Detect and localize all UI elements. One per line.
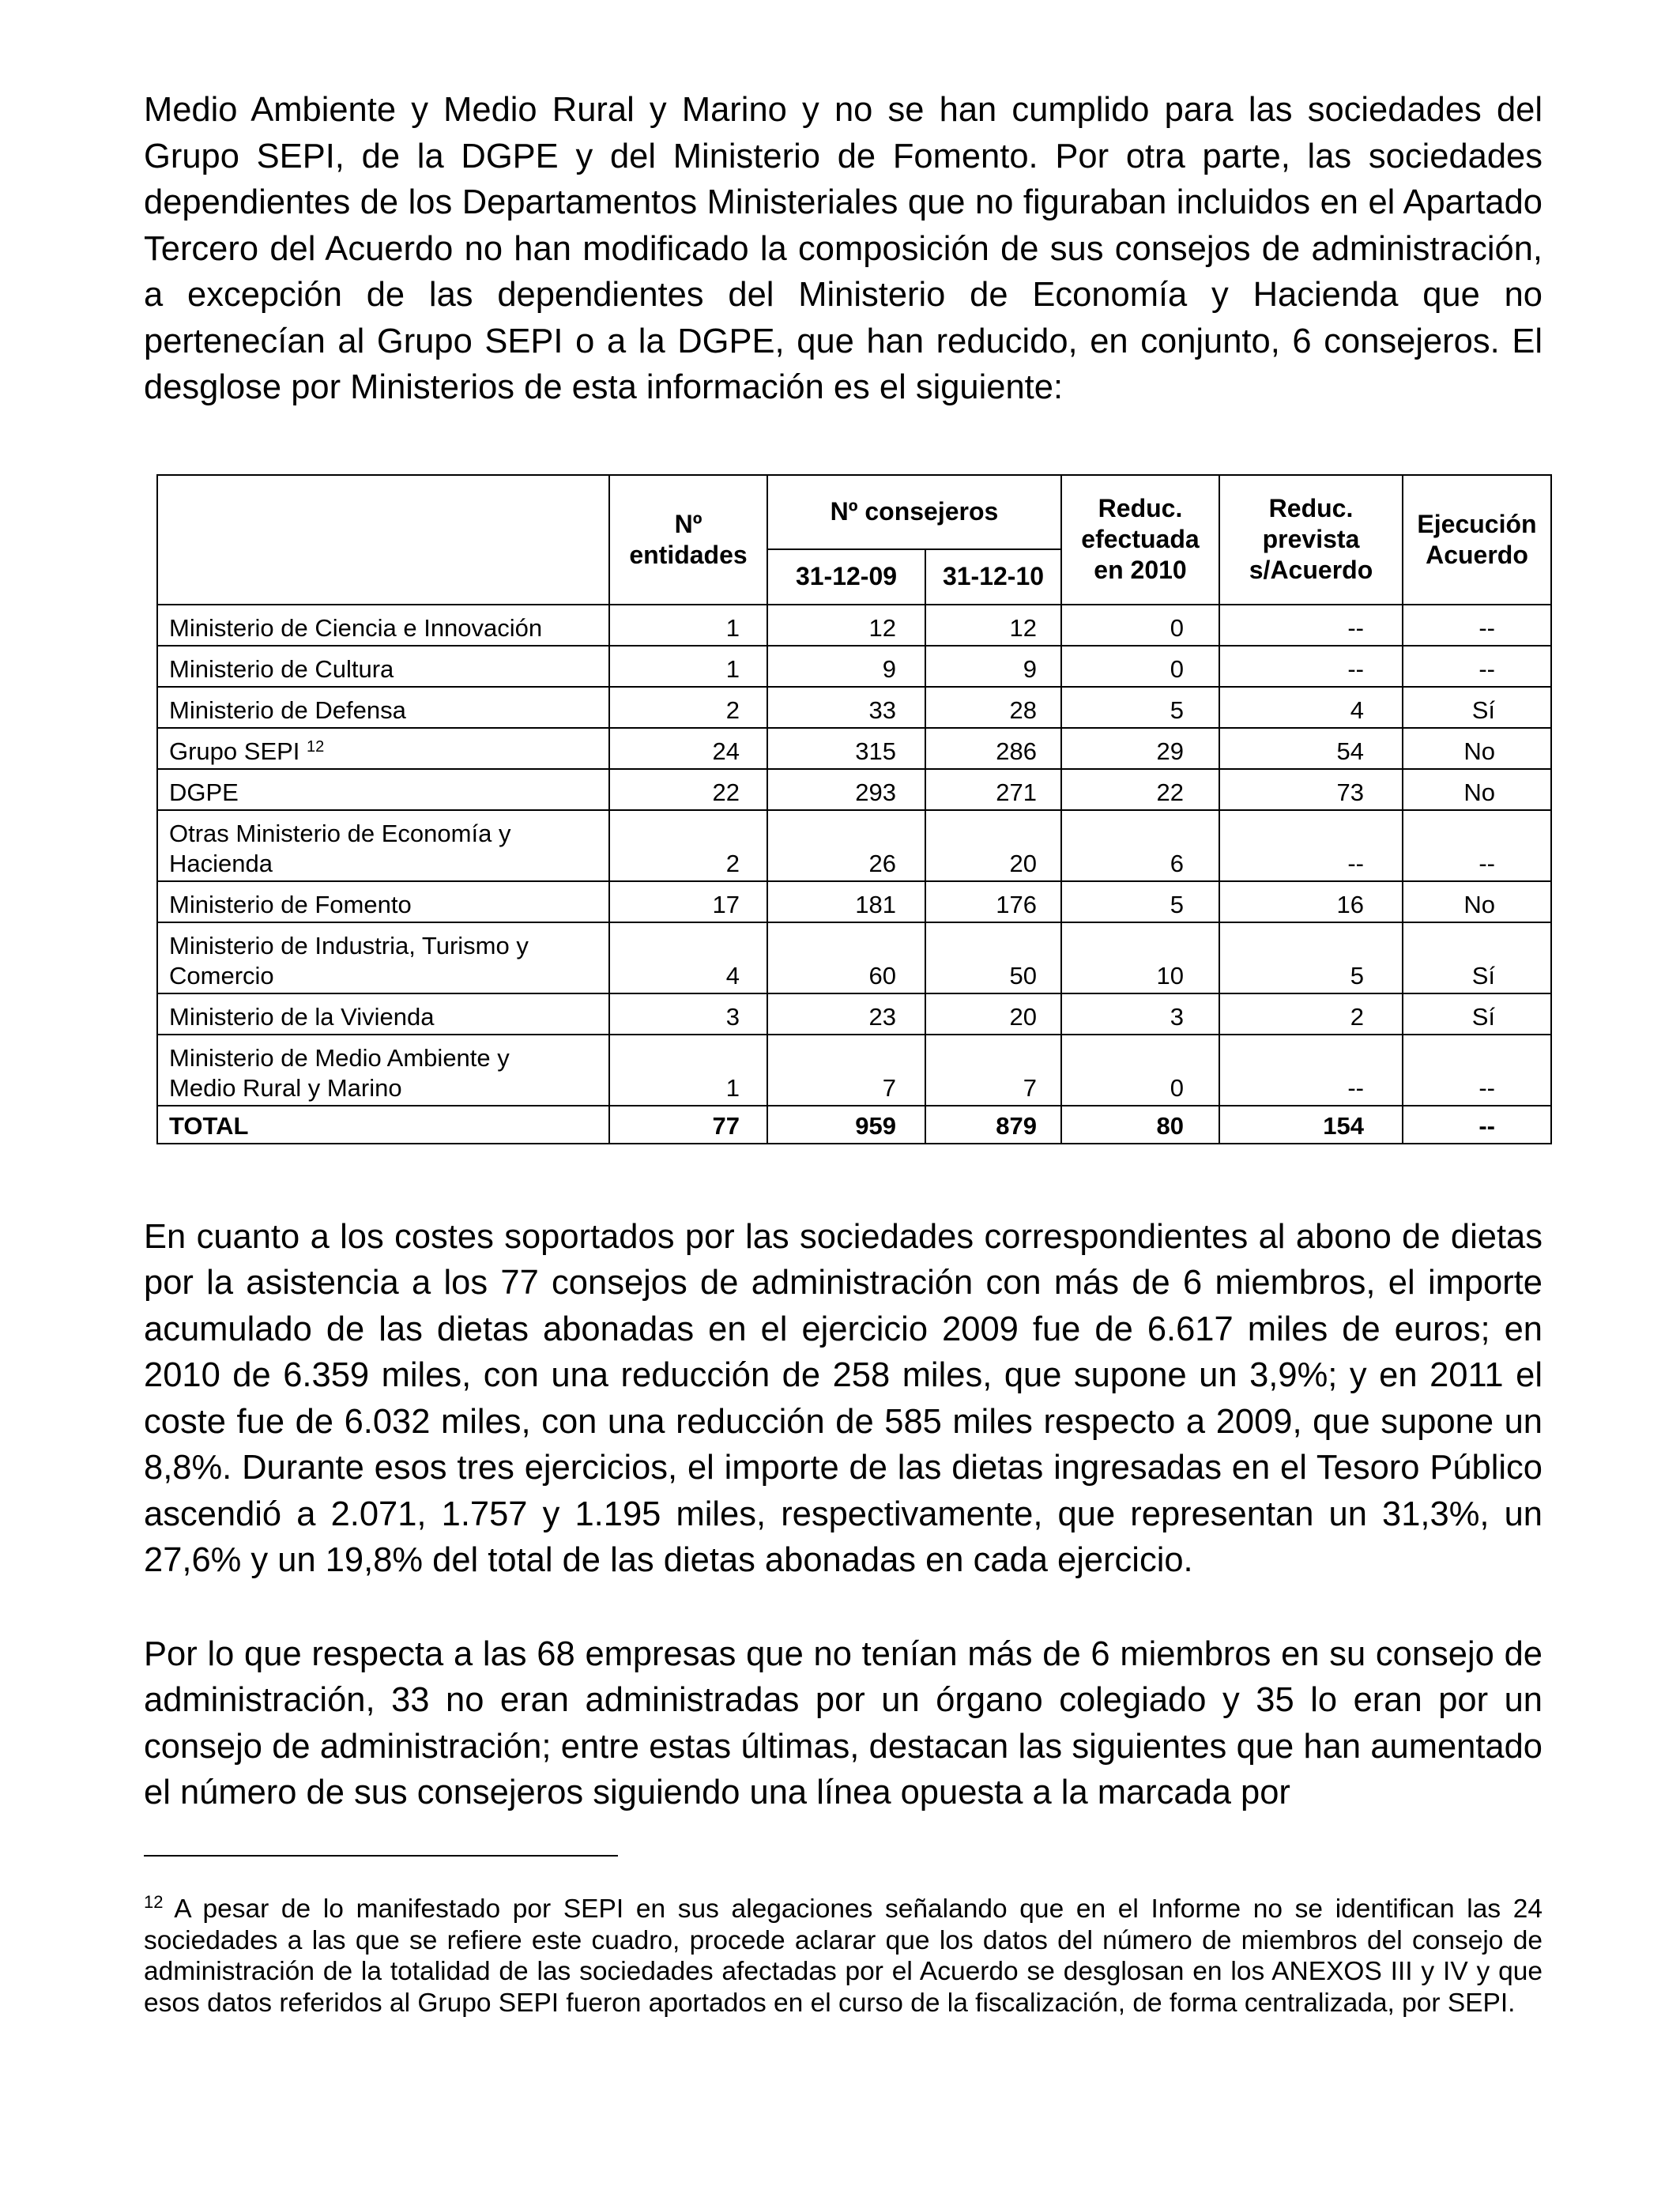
cell-reduc-efect: 0 [1061,605,1219,646]
cell-c2009: 33 [767,687,925,728]
table-row [157,1035,1551,1106]
cell-c2009: 23 [767,993,925,1035]
total-c2010: 879 [925,1106,1061,1144]
cell-reduc-efect: 10 [1061,922,1219,993]
cell-reduc-efect: 22 [1061,769,1219,810]
cell-ejec: No [1403,728,1551,769]
cell-reduc-prev: 54 [1219,728,1403,769]
cell-reduc-efect: 6 [1061,810,1219,881]
cell-reduc-efect: 29 [1061,728,1219,769]
table-total-row [157,1106,1551,1144]
total-c2009: 959 [767,1106,925,1144]
cell-c2009: 7 [767,1035,925,1106]
cell-ejec: -- [1403,646,1551,687]
paragraph-empresas: Por lo que respecta a las 68 empresas que no tenían más de 6 miembros en su consejo de administración, 33 no eran administradas por un órgano colegiado y 35 lo eran por un consejo de administración; entre estas últimas, destacan las siguientes que han aumentado el número de sus consejeros siguiendo una línea opuesta a la marcada por [144,1634,1543,1811]
header-2009: 31-12-09 [767,549,925,605]
header-entidades: Nº entidades [609,475,767,605]
cell-ejec: Sí [1403,993,1551,1035]
paragraph-costes: En cuanto a los costes soportados por las sociedades correspondientes al abono de dietas por la asistencia a los 77 consejos de administración con más de 6 miembros, el importe acumulado de las dietas abonadas en el ejercicio 2009 fue de 6.617 miles de euros; en 2010 de 6.359 miles, con una reducción de 258 miles, que supone un 3,9%; y en 2011 el coste fue de 6.032 miles, con una reducción de 585 miles respecto a 2009, que supone un 8,8%. Durante esos tres ejercicios, el importe de las dietas ingresadas en el Tesoro Público ascendió a 2.071, 1.757 y 1.195 miles, respectivamente, que representan un 31,3%, un 27,6% y un 19,8% del total de las dietas abonadas en cada ejercicio. [144,1217,1543,1579]
cell-entidades: 1 [609,1035,767,1106]
cell-reduc-efect: 5 [1061,881,1219,922]
cell-reduc-prev: -- [1219,1035,1403,1106]
consejeros-table [156,474,1552,1144]
cell-entidades: 2 [609,687,767,728]
cell-reduc-prev: -- [1219,605,1403,646]
table-row [157,769,1551,810]
table-row [157,810,1551,881]
cell-entidades: 1 [609,646,767,687]
footnote-text: A pesar de lo manifestado por SEPI en sus alegaciones señalando que en el Informe no se identifican las 24 sociedades a las que se refiere este cuadro, procede aclarar que los datos del número de miembros del consejo de administración de la totalidad de las sociedades afectadas por el Acuerdo se desglosan en los ANEXOS III y IV y que esos datos referidos al Grupo SEPI fueron aportados en el curso de la fiscalización, de forma centralizada, por SEPI. [144,1894,1543,2018]
cell-reduc-prev: 16 [1219,881,1403,922]
cell-reduc-efect: 0 [1061,1035,1219,1106]
total-label: TOTAL [157,1106,609,1144]
cell-ejec: Sí [1403,922,1551,993]
cell-ejec: No [1403,881,1551,922]
row-label: DGPE [157,769,609,810]
row-label: Ministerio de Defensa [157,687,609,728]
cell-reduc-prev: 4 [1219,687,1403,728]
cell-c2010: 28 [925,687,1061,728]
row-label: Grupo SEPI $^{12}$ [157,728,609,769]
table-row [157,922,1551,993]
row-label: Ministerio de Fomento [157,881,609,922]
cell-c2010: 286 [925,728,1061,769]
cell-reduc-prev: -- [1219,646,1403,687]
document-body [144,87,1543,1816]
cell-c2010: 9 [925,646,1061,687]
footnote-mark: 12 [144,1892,164,1912]
cell-ejec: -- [1403,605,1551,646]
total-ejec: -- [1403,1106,1551,1144]
cell-reduc-prev: -- [1219,810,1403,881]
table-row [157,881,1551,922]
cell-entidades: 17 [609,881,767,922]
total-reduc-efect: 80 [1061,1106,1219,1144]
table-row [157,646,1551,687]
table-row [157,728,1551,769]
cell-reduc-prev: 2 [1219,993,1403,1035]
cell-c2010: 12 [925,605,1061,646]
total-reduc-prev: 154 [1219,1106,1403,1144]
header-reduc-prevista: Reduc. prevista s/Acuerdo [1219,475,1403,605]
cell-reduc-efect: 3 [1061,993,1219,1035]
cell-c2009: 26 [767,810,925,881]
table-container [156,474,1543,1144]
cell-reduc-efect: 0 [1061,646,1219,687]
cell-c2010: 20 [925,993,1061,1035]
cell-c2009: 315 [767,728,925,769]
cell-entidades: 22 [609,769,767,810]
row-label: Ministerio de Cultura [157,646,609,687]
cell-c2010: 50 [925,922,1061,993]
cell-entidades: 2 [609,810,767,881]
cell-reduc-prev: 73 [1219,769,1403,810]
cell-entidades: 24 [609,728,767,769]
cell-c2009: 181 [767,881,925,922]
footnote-divider [144,1855,618,1857]
cell-entidades: 4 [609,922,767,993]
header-consejeros: Nº consejeros [767,475,1061,549]
cell-ejec: -- [1403,810,1551,881]
header-ejecucion: Ejecución Acuerdo [1403,475,1551,605]
header-2010: 31-12-10 [925,549,1061,605]
table-row [157,605,1551,646]
row-label: Ministerio de Industria, Turismo y Comercio [157,922,609,993]
cell-c2010: 20 [925,810,1061,881]
cell-c2009: 60 [767,922,925,993]
cell-c2010: 176 [925,881,1061,922]
cell-ejec: Sí [1403,687,1551,728]
cell-c2009: 293 [767,769,925,810]
row-label: Otras Ministerio de Economía y Hacienda [157,810,609,881]
cell-c2010: 271 [925,769,1061,810]
cell-c2009: 9 [767,646,925,687]
table-row [157,687,1551,728]
header-blank [157,475,609,605]
paragraph-intro: Medio Ambiente y Medio Rural y Marino y no se han cumplido para las sociedades del Grupo SEPI, de la DGPE y del Ministerio de Fomento. Por otra parte, las sociedades dependientes de los Departamentos Ministeriales que no figuraban incluidos en el Apartado Tercero del Acuerdo no han modificado la composición de sus consejos de administración, a excepción de las dependientes del Ministerio de Economía y Hacienda que no pertenecían al Grupo SEPI o a la DGPE, que han reducido, en conjunto, 6 consejeros. El desglose por Ministerios de esta información es el siguiente: [144,91,1543,406]
row-label: Ministerio de Ciencia e Innovación [157,605,609,646]
cell-reduc-prev: 5 [1219,922,1403,993]
table-row [157,993,1551,1035]
table-body [157,605,1551,1144]
footnote-ref: 12 [307,737,325,756]
cell-ejec: -- [1403,1035,1551,1106]
footnote [144,1894,1543,2019]
row-label: Ministerio de la Vivienda [157,993,609,1035]
header-reduc-efectuada: Reduc. efectuada en 2010 [1061,475,1219,605]
cell-c2009: 12 [767,605,925,646]
row-label: Ministerio de Medio Ambiente y Medio Rural y Marino [157,1035,609,1106]
cell-ejec: No [1403,769,1551,810]
cell-c2010: 7 [925,1035,1061,1106]
cell-entidades: 1 [609,605,767,646]
total-entidades: 77 [609,1106,767,1144]
cell-reduc-efect: 5 [1061,687,1219,728]
cell-entidades: 3 [609,993,767,1035]
